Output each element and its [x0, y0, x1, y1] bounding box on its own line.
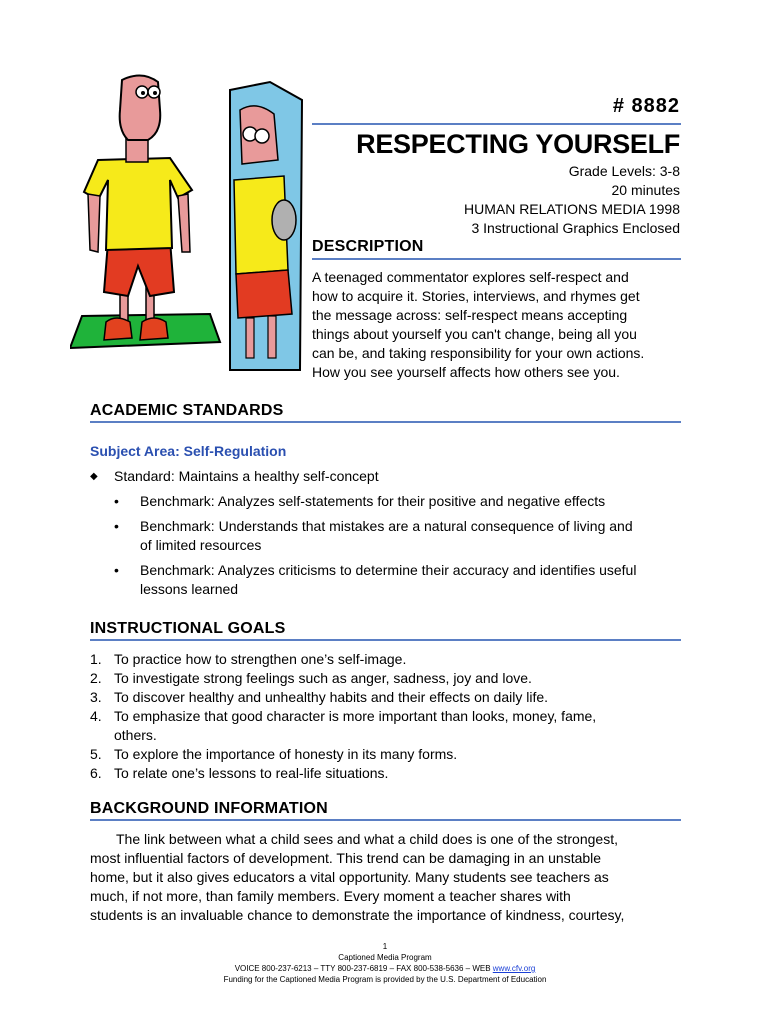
description-heading: DESCRIPTION [312, 238, 424, 255]
bullet-icon: • [114, 562, 119, 578]
standard-item [90, 467, 690, 486]
goals-list [90, 650, 690, 783]
diamond-bullet-icon: ◆ [90, 471, 98, 482]
subject-area: Subject Area: Self-Regulation [90, 443, 287, 459]
description-rule [312, 258, 681, 260]
footer-contact: VOICE 800-237-6213 – TTY 800-237-6819 – FAX 800-538-5636 – WEB www.cfv.org [234, 964, 536, 973]
background-text: The link between what a child sees and what a child does is one of the strongest, most influential factors of development. This trend can be damaging in an unstable home, but it also gives educators a vital opportunity. Many students see teachers as much, if not more, than family members. Every moment a teacher shares with students is an invaluable chance to demonstrate the importance of kindness, courtesy, [90, 831, 625, 923]
goals-rule [90, 639, 681, 641]
title-rule [312, 123, 681, 125]
benchmark-item [114, 492, 694, 511]
list-item: 4. To emphasize that good character is more important than looks, money, fame, others. [90, 708, 597, 743]
benchmark-item [114, 561, 694, 599]
grade-levels: Grade Levels: 3-8 [568, 163, 680, 179]
instructional-goals-heading: INSTRUCTIONAL GOALS [90, 620, 286, 637]
footer-program: Captioned Media Program [338, 953, 432, 962]
benchmark-text: Benchmark: Analyzes self-statements for their positive and negative effects [140, 493, 606, 509]
list-item: 3. To discover healthy and unhealthy habits and their effects on daily life. [90, 689, 549, 705]
bullet-icon: • [114, 493, 119, 509]
list-item: 6. To relate one’s lessons to real-life situations. [90, 765, 389, 781]
background-rule [90, 819, 681, 821]
description-text: A teenaged commentator explores self-respect and how to acquire it. Stories, interviews, and rhymes get the message across: self-respect means accepting things about yourself you can't change, being all you can be, and taking responsibility for your own actions. How you see yourself affects how others see you. [312, 269, 645, 380]
producer: HUMAN RELATIONS MEDIA 1998 [463, 201, 680, 217]
website-link[interactable]: www.cfv.org [492, 964, 536, 973]
program-number: # 8882 [612, 95, 680, 117]
graphics-note: 3 Instructional Graphics Enclosed [471, 220, 680, 236]
list-item: 2. To investigate strong feelings such as anger, sadness, joy and love. [90, 670, 532, 686]
footer-funding: Funding for the Captioned Media Program is provided by the U.S. Department of Education [223, 975, 547, 984]
benchmark-text: Benchmark: Understands that mistakes are a natural consequence of living and of limited resources [140, 518, 633, 553]
benchmark-text: Benchmark: Analyzes criticisms to determine their accuracy and identifies useful lessons learned [140, 562, 637, 597]
page-number: 1 [382, 942, 388, 951]
background-heading: BACKGROUND INFORMATION [90, 800, 328, 817]
list-item: 1. To practice how to strengthen one’s self-image. [90, 651, 407, 667]
list-item: 5. To explore the importance of honesty in its many forms. [90, 746, 458, 762]
academic-standards-heading: ACADEMIC STANDARDS [90, 402, 284, 419]
page-title: RESPECTING YOURSELF [356, 129, 680, 159]
program-details [464, 162, 680, 238]
bullet-icon: • [114, 518, 119, 534]
duration: 20 minutes [611, 182, 680, 198]
cartoon-illustration [70, 70, 305, 380]
benchmark-item [114, 517, 694, 555]
standard-text: Standard: Maintains a healthy self-concept [114, 468, 379, 484]
standards-rule [90, 421, 681, 423]
